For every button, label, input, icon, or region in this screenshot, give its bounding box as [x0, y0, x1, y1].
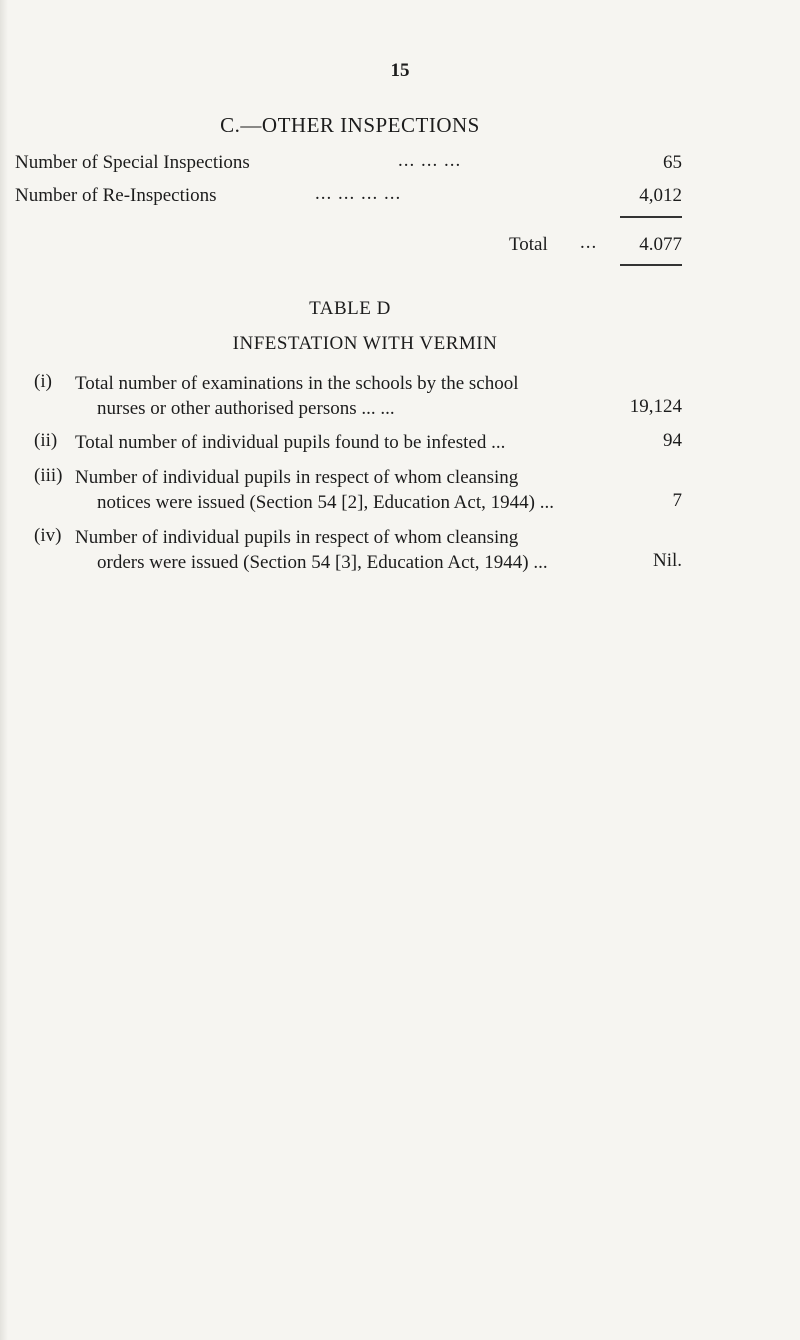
item-iv-value: Nil.: [652, 550, 682, 571]
total-value: 4.077: [639, 234, 682, 255]
table-d-title: TABLE D: [309, 298, 391, 319]
item-iv-text: [75, 525, 548, 575]
section-title: C.—OTHER INSPECTIONS: [220, 113, 480, 137]
page-number: 15: [390, 60, 410, 81]
table-d-subtitle: INFESTATION WITH VERMIN: [232, 333, 498, 354]
item-iii-number: (iii): [34, 465, 63, 486]
item-iii-line2: notices were issued (Section 54 [2], Education Act, 1944) ...: [97, 492, 554, 513]
page-edge-shadow: [0, 0, 8, 1340]
total-label: Total: [509, 234, 548, 255]
item-i-line2: nurses or other authorised persons ... ...: [97, 398, 395, 419]
special-inspections-label: Number of Special Inspections: [15, 152, 250, 173]
item-i-text: [75, 371, 519, 421]
item-iv-line2: orders were issued (Section 54 [3], Education Act, 1944) ...: [97, 552, 548, 573]
re-inspections-value: 4,012: [639, 185, 682, 206]
item-ii-value: 94: [663, 430, 682, 451]
re-inspections-dots: ... ... ... ...: [315, 183, 402, 204]
item-iv-line1: Number of individual pupils in respect of whom cleansing: [75, 527, 519, 548]
re-inspections-label: Number of Re-Inspections: [15, 185, 217, 206]
item-iii-text: [75, 465, 554, 515]
sum-rule-bottom: [620, 264, 682, 266]
sum-rule-top: [620, 216, 682, 218]
item-i-value: 19,124: [629, 396, 682, 417]
special-inspections-value: 65: [663, 152, 682, 173]
item-iv-number: (iv): [34, 525, 62, 546]
item-ii-number: (ii): [34, 430, 58, 451]
total-dots: ...: [580, 232, 598, 253]
item-i-line1: Total number of examinations in the schools by the school: [75, 373, 519, 394]
item-iii-value: 7: [672, 490, 682, 511]
special-inspections-dots: ... ... ...: [398, 150, 462, 171]
item-iii-line1: Number of individual pupils in respect of whom cleansing: [75, 467, 519, 488]
item-ii-text: [75, 430, 505, 455]
item-ii-line1: Total number of individual pupils found to be infested ...: [75, 432, 506, 453]
item-i-number: (i): [34, 371, 52, 392]
